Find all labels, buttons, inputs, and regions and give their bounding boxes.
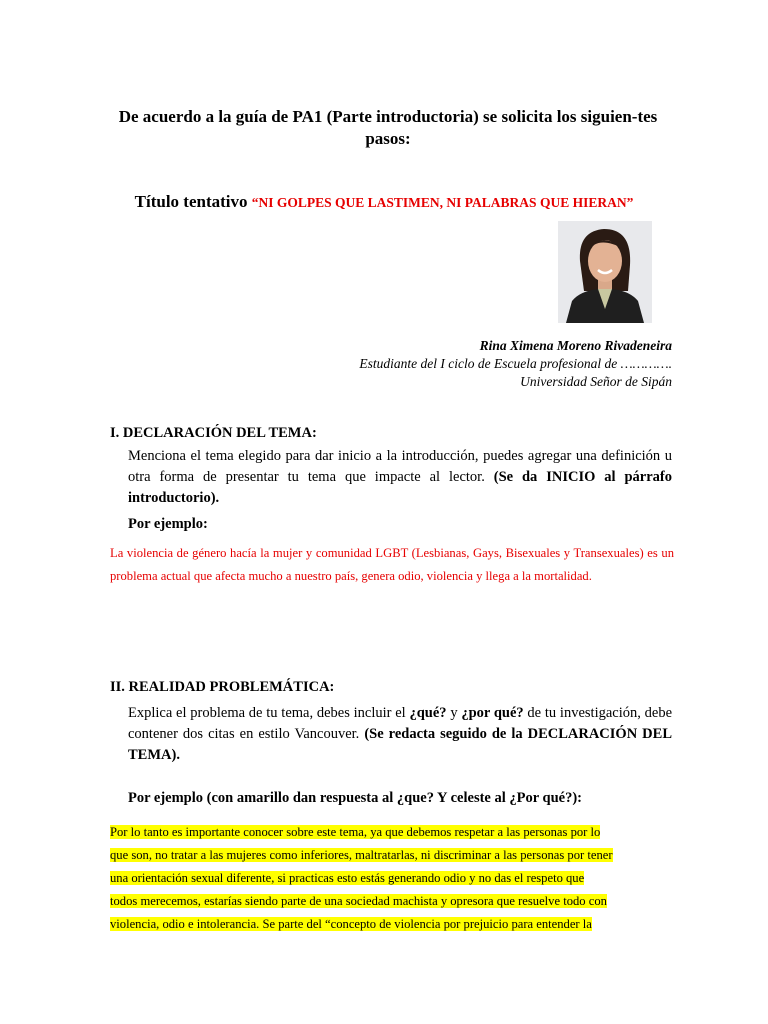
section-1-body <box>128 446 672 509</box>
highlight-line <box>110 890 676 913</box>
tentative-title <box>0 192 768 213</box>
section-2-heading: II. REALIDAD PROBLEMÁTICA: <box>110 679 335 695</box>
section-1-example-label: Por ejemplo: <box>128 516 208 532</box>
title-value: “NI GOLPES QUE LASTIMEN, NI PALABRAS QUE HIERAN” <box>251 195 634 210</box>
section-2-body-part1: Explica el problema de tu tema, debes incluir el <box>128 705 410 721</box>
highlight-line-text: una orientación sexual diferente, si practicas esto estás generando odio y no das el respeto que <box>110 871 585 885</box>
highlight-line-text: todos merecemos, estarías siendo parte de una sociedad machista y opresora que resuelve todo con <box>110 894 607 908</box>
section-1-body-text: Menciona el tema elegido para dar inicio a la introducción, puedes agregar una definición u otra forma de presentar tu tema que impacte al lector. <box>128 448 672 485</box>
section-2-body-bold: (Se redacta seguido de la DECLARACIÓN DEL TEMA). <box>128 726 672 763</box>
author-photo <box>558 221 652 323</box>
highlight-line <box>110 821 676 844</box>
author-name <box>480 337 672 355</box>
title-label: Título tentativo <box>134 192 252 211</box>
section-2-body-part2: y <box>446 705 462 721</box>
section-1-body-bold: (Se da INICIO al párrafo introductorio). <box>128 469 672 506</box>
highlight-line <box>110 867 676 890</box>
highlight-line-text: Por lo tanto es importante conocer sobre este tema, ya que debemos respetar a las personas por lo <box>110 825 601 839</box>
author-name-text: Rina Ximena Moreno Rivadeneira <box>479 338 672 353</box>
highlight-line <box>110 844 676 867</box>
section-1-example-text: La violencia de género hacía la mujer y comunidad LGBT (Lesbianas, Gays, Bisexuales y Transexuales) es un problema actual que afecta mucho a nuestro país, genera odio, violencia y llega a la mortalidad. <box>110 546 674 583</box>
author-program: Estudiante del I ciclo de Escuela profesional de …………. <box>359 356 672 371</box>
section-2-example-label: Por ejemplo (con amarillo dan respuesta al ¿que? Y celeste al ¿Por qué?): <box>128 790 583 806</box>
section-2-body-part3: de tu investigación, debe contener dos citas en estilo Vancouver. <box>128 705 673 742</box>
section-2-body-porque: ¿por qué? <box>461 705 524 721</box>
author-university: Universidad Señor de Sipán <box>520 374 672 389</box>
highlight-line-text: violencia, odio e intolerancia. Se parte del “concepto de violencia por prejuicio para entender la <box>110 917 592 931</box>
highlighted-paragraph <box>110 821 676 936</box>
section-2-body <box>128 703 672 766</box>
section-1-heading: I. DECLARACIÓN DEL TEMA: <box>110 425 317 441</box>
section-2-body-que: ¿qué? <box>409 705 447 721</box>
highlight-line-text: que son, no tratar a las mujeres como inferiores, maltratarlas, ni discriminar a las personas por tener <box>110 848 613 862</box>
highlight-line <box>110 913 676 936</box>
intro-heading: De acuerdo a la guía de PA1 (Parte introductoria) se solicita los siguien-tes pasos: <box>118 107 658 148</box>
